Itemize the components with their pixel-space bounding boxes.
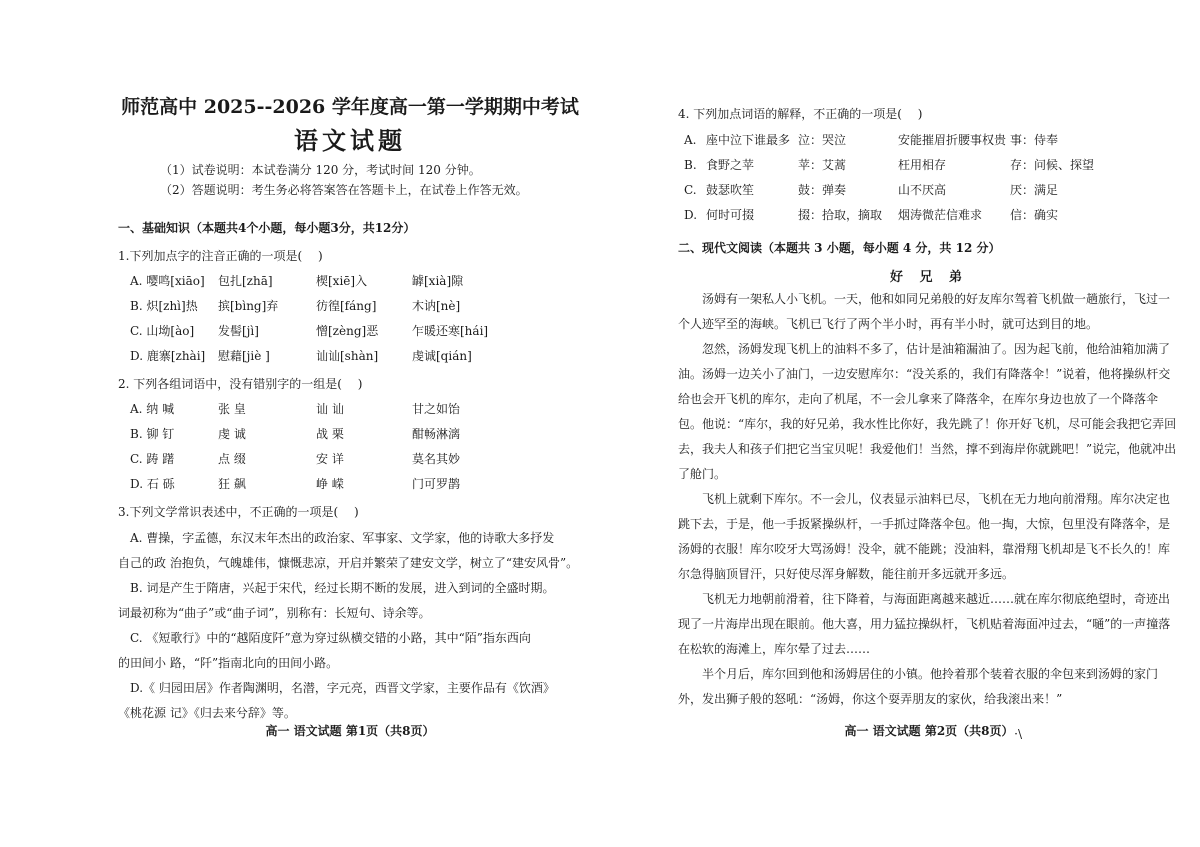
option-row — [118, 271, 582, 291]
section-1-heading: 一、基础知识（本题共4个小题，每小题3分，共12分） — [118, 221, 416, 235]
option-letter: C. — [684, 183, 697, 197]
option-phrase-1: 座中泣下谁最多 — [706, 133, 791, 147]
option-b-item-1: B. 铆 钉 — [130, 427, 175, 441]
option-d-item-1: D. 石 砾 — [130, 477, 175, 491]
option-a-item-4: 甘之如饴 — [412, 402, 461, 416]
section-2-heading: 二、现代文阅读（本题共 3 小题，每小题 4 分，共 12 分） — [678, 241, 1001, 255]
margin-mark: ·\ — [1014, 727, 1022, 741]
option-b-item-1: B. 炽[zhì]热 — [130, 299, 198, 313]
option-c-line-2: 的田间小 路，“阡”指南北向的田间小路。 — [118, 656, 339, 670]
option-b-item-3: 彷徨[fáng] — [316, 299, 377, 313]
option-row — [678, 128, 1180, 153]
option-a-item-3: 讪 讪 — [316, 402, 344, 416]
story-paragraph-4: 飞机无力地朝前滑着，往下降着，与海面距离越来越近……就在库尔彻底绝望时，奇迹出现了一片海岸出现在眼前。他大喜，用力猛拉操纵杆，飞机贴着海面冲过去，“嗵”的一声撞落在松软的海滩上，库尔晕了过去…… — [678, 592, 1171, 656]
option-gloss-2: 存：问候、探望 — [1010, 158, 1095, 172]
option-a-item-3: 楔[xiē]入 — [316, 274, 368, 288]
page-footer-1: 高一 语文试题 第1页（共8页） — [265, 724, 435, 738]
question-2-options — [118, 399, 582, 494]
story-paragraph-2: 忽然，汤姆发现飞机上的油料不多了，估计是油箱漏油了。因为起飞前，他给油箱加满了油。汤姆一边关小了油门，一边安慰库尔：“没关系的，我们有降落伞！”说着，他将操纵杆交给也会开飞机的库尔，走向了机尾，不一会儿拿来了降落伞，在库尔身边也放了一个降落伞包。他说：“库尔，我的好兄弟，我水性比你好，我先跳了！你开好飞机，尽可能会我把它弄回去，我夫人和孩子们把它当宝贝呢！我爱他们！当然，撑不到海岸你就跳吧！”说完，他就冲出了舱门。 — [678, 342, 1177, 481]
option-d-item-1: D. 鹿寨[zhài] — [130, 349, 206, 363]
option-letter: D. — [684, 208, 698, 222]
story-paragraph-5: 半个月后，库尔回到他和汤姆居住的小镇。他拎着那个装着衣服的伞包来到汤姆的家门外，发出狮子般的怒吼：“汤姆，你这个耍弄朋友的家伙，给我滚出来！” — [678, 667, 1159, 706]
option-d-item-3: 峥 嵘 — [316, 477, 344, 491]
option-a-line-1: A. 曹操，字孟德，东汉末年杰出的政治家、军事家、文学家，他的诗歌大多抒发 — [130, 531, 555, 545]
option-c-item-4: 莫名其妙 — [412, 452, 461, 466]
option-a-item-2: 张 皇 — [218, 402, 246, 416]
option-c-item-2: 点 缀 — [218, 452, 246, 466]
question-3-options — [118, 526, 582, 726]
option-gloss-2: 信：确实 — [1010, 208, 1059, 222]
option-a-line-2: 自己的政 治抱负，气魄雄伟，慷慨悲凉，开启并繁荣了建安文学，树立了“建安风骨”。 — [118, 556, 579, 570]
option-d-item-2: 狂 飙 — [218, 477, 246, 491]
option-d-item-2: 慰藉[jiè ] — [218, 349, 270, 363]
option-c-item-1: C. 踌 躇 — [130, 452, 175, 466]
option-phrase-1: 何时可掇 — [706, 208, 755, 222]
option-gloss-2: 事：侍奉 — [1010, 133, 1059, 147]
question-3-stem: 3.下列文学常识表述中，不正确的一项是( ) — [118, 505, 359, 519]
option-row — [678, 203, 1180, 228]
option-d-item-3: 讪讪[shàn] — [316, 349, 379, 363]
question-1-stem: 1.下列加点字的注音正确的一项是( ) — [118, 249, 323, 263]
exam-title: 师范高中 2025--2026 学年度高一第一学期期中考试 — [121, 96, 579, 118]
option-gloss-2: 厌：满足 — [1010, 183, 1059, 197]
option-row — [118, 296, 582, 316]
option-c-item-4: 乍暖还寒[hái] — [412, 324, 489, 338]
option-row — [678, 153, 1180, 178]
option-d-item-4: 虔诚[qián] — [412, 349, 472, 363]
option-row — [118, 474, 582, 494]
question-4-options — [678, 128, 1180, 228]
option-gloss-1: 泣：哭泣 — [798, 133, 847, 147]
story-body — [678, 287, 1180, 712]
option-d-item-4: 门可罗鹊 — [412, 477, 461, 491]
option-row — [678, 178, 1180, 203]
option-d-line-1: D.《 归园田居》作者陶渊明，名潜，字元亮，西晋文学家，主要作品有《饮酒》 — [130, 681, 555, 695]
question-2-stem: 2. 下列各组词语中，没有错别字的一组是( ) — [118, 377, 363, 391]
option-row — [118, 399, 582, 419]
option-gloss-1: 掇：拾取，摘取 — [798, 208, 883, 222]
option-letter: B. — [684, 158, 697, 172]
story-paragraph-3: 飞机上就剩下库尔。不一会儿，仪表显示油料已尽，飞机在无力地向前滑翔。库尔决定也跳下去，于是，他一手扳紧操纵杆，一手抓过降落伞包。他一掏，大惊，包里没有降落伞，是汤姆的衣服！库尔咬牙大骂汤姆！没伞，就不能跳；没油料，靠滑翔飞机却是飞不长久的！库尔急得脑顶冒汗，只好使尽浑身解数，能往前开多远就开多远。 — [678, 492, 1171, 581]
option-a-item-1: A. 纳 喊 — [130, 402, 175, 416]
option-d-line-2: 《桃花源 记》《归去来兮辞》等。 — [118, 706, 296, 720]
option-a-item-1: A. 嘤鸣[xiāo] — [130, 274, 205, 288]
page-footer-2: 高一 语文试题 第2页（共8页） — [844, 724, 1014, 738]
story-paragraph-1: 汤姆有一架私人小飞机。一天，他和如同兄弟般的好友库尔驾着飞机做一趟旅行，飞过一个人迹罕至的海峡。飞机已飞行了两个半小时，再有半小时，就可达到目的地。 — [678, 292, 1171, 331]
right-page — [600, 0, 1200, 847]
option-row — [118, 321, 582, 341]
option-phrase-2: 烟涛微茫信难求 — [898, 208, 983, 222]
option-c-item-3: 憎[zèng]恶 — [316, 324, 379, 338]
option-b-item-2: 摈[bìng]弃 — [218, 299, 279, 313]
option-phrase-2: 安能摧眉折腰事权贵 — [898, 133, 1007, 147]
option-row — [118, 424, 582, 444]
option-c-item-2: 发髻[jì] — [218, 324, 259, 338]
option-phrase-2: 山不厌高 — [898, 183, 947, 197]
story-title: 好 兄 弟 — [889, 270, 969, 285]
option-phrase-1: 食野之苹 — [706, 158, 755, 172]
option-b-item-4: 木讷[nè] — [412, 299, 461, 313]
option-phrase-1: 鼓瑟吹笙 — [706, 183, 755, 197]
option-row — [118, 346, 582, 366]
option-row — [118, 449, 582, 469]
option-b-item-3: 战 栗 — [316, 427, 344, 441]
option-b-item-4: 酣畅淋漓 — [412, 427, 461, 441]
option-b-item-2: 虔 诚 — [218, 427, 246, 441]
exam-note-2: （2）答题说明：考生务必将答案答在答题卡上，在试卷上作答无效。 — [160, 183, 528, 197]
option-c-item-1: C. 山坳[ào] — [130, 324, 195, 338]
option-gloss-1: 鼓：弹奏 — [798, 183, 847, 197]
option-b-line-2: 词最初称为“曲子”或“曲子词”，别称有：长短句、诗余等。 — [118, 606, 431, 620]
question-4-stem: 4. 下列加点词语的解释，不正确的一项是( ) — [678, 107, 923, 121]
option-letter: A. — [684, 133, 697, 147]
subject-title: 语文试题 — [294, 126, 406, 155]
option-a-item-2: 包扎[zhā] — [218, 274, 273, 288]
question-1-options — [118, 271, 582, 366]
option-a-item-4: 罅[xià]隙 — [412, 274, 464, 288]
option-gloss-1: 苹：艾蒿 — [798, 158, 847, 172]
exam-note-1: （1）试卷说明：本试卷满分 120 分，考试时间 120 分钟。 — [160, 163, 481, 177]
option-c-line-1: C. 《短歌行》中的“越陌度阡”意为穿过纵横交错的小路，其中“陌”指东西向 — [130, 631, 531, 645]
option-b-line-1: B. 词是产生于隋唐，兴起于宋代，经过长期不断的发展，进入到词的全盛时期。 — [130, 581, 555, 595]
option-c-item-3: 安 详 — [316, 452, 344, 466]
option-phrase-2: 枉用相存 — [898, 158, 947, 172]
